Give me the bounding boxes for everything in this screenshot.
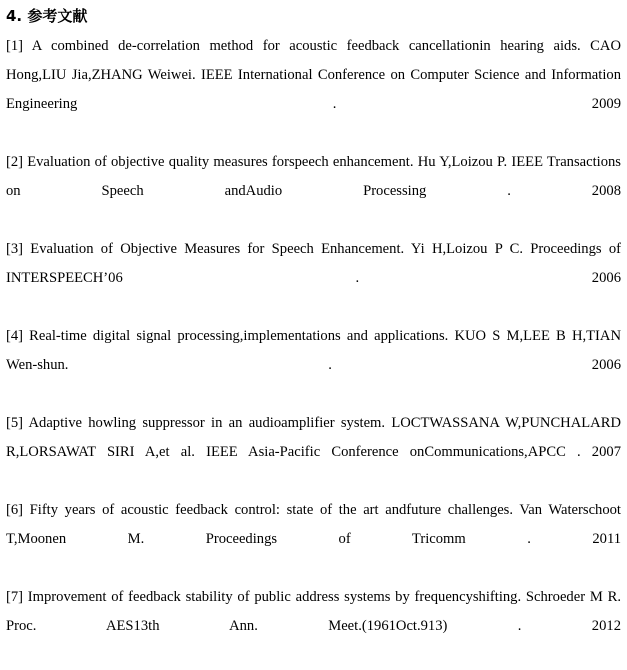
page-title: 4. 参考文献 bbox=[6, 7, 88, 25]
reference-item: [4] Real-time digital signal processing,implementations and applications. KUO S M,LEE B H,TIAN Wen-shun. . 2006 bbox=[6, 328, 621, 373]
reference-item: [3] Evaluation of Objective Measures for Speech Enhancement. Yi H,Loizou P C. Proceedings of INTERSPEECH’06 . 2006 bbox=[6, 241, 621, 286]
reference-item: [7] Improvement of feedback stability of public address systems by frequencyshifting. Schroeder M R. Proc. AES13th Ann. Meet.(1961Oct.913) . 2012 bbox=[6, 589, 621, 634]
reference-item: [6] Fifty years of acoustic feedback control: state of the art andfuture challenges. Van Waterschoot T,Moonen M. Proceedings of Tricomm . 2011 bbox=[6, 502, 621, 547]
reference-item: [2] Evaluation of objective quality measures forspeech enhancement. Hu Y,Loizou P. IEEE Transactions on Speech andAudio Processing . 2008 bbox=[6, 154, 621, 199]
reference-item: [5] Adaptive howling suppressor in an audioamplifier system. LOCTWASSANA W,PUNCHALARD R,LORSAWAT SIRI A,et al. IEEE Asia-Pacific Conference onCommunications,APCC . 2007 bbox=[6, 415, 621, 460]
reference-list bbox=[4, 32, 621, 670]
reference-item: [1] A combined de-correlation method for acoustic feedback cancellationin hearing aids. CAO Hong,LIU Jia,ZHANG Weiwei. IEEE International Conference on Computer Science and Information Engineering . 2009 bbox=[6, 38, 621, 112]
